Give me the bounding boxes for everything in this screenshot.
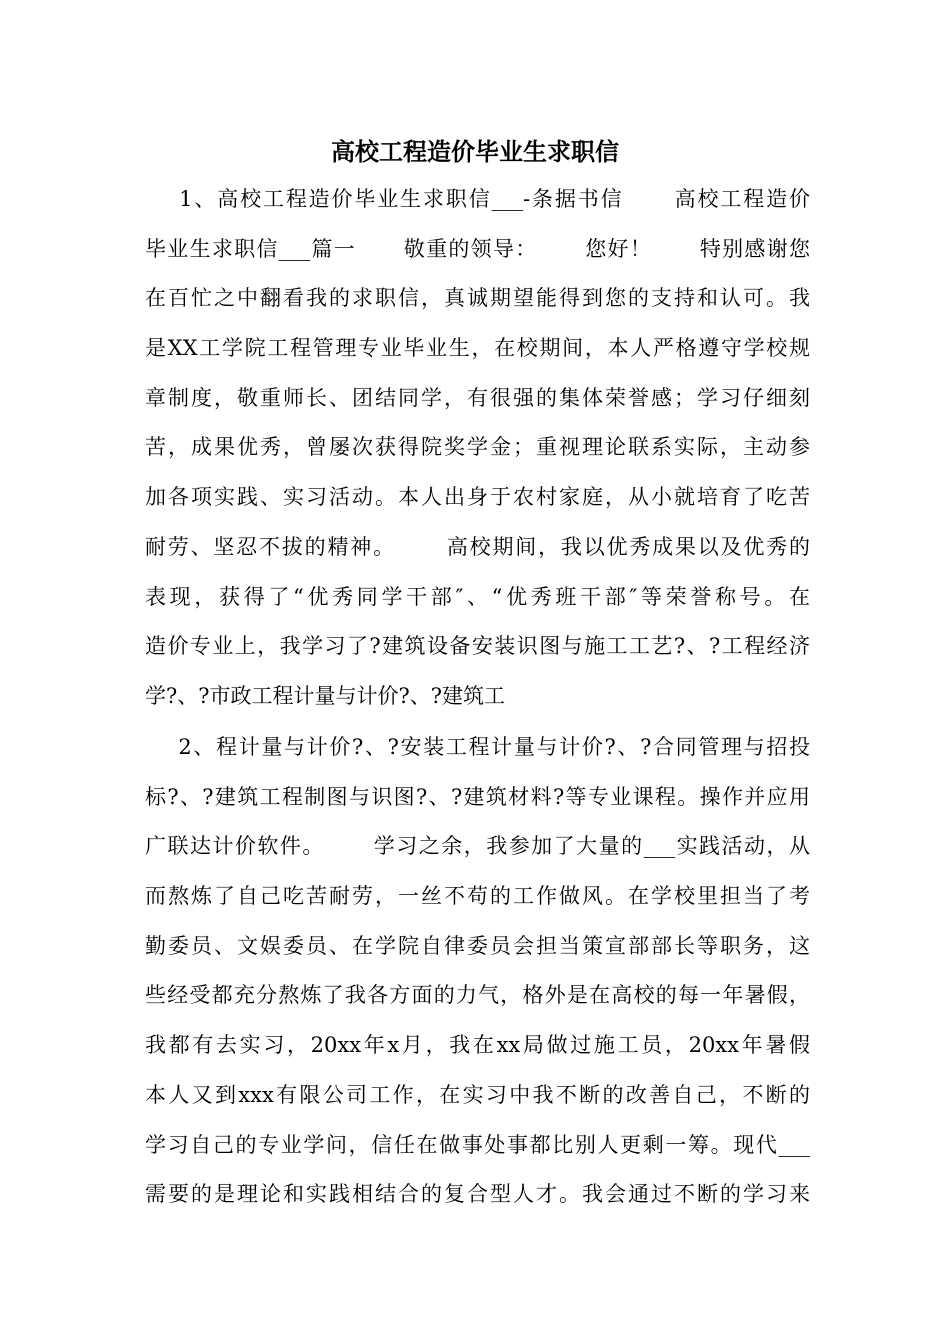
- text-line: 造价专业上，我学习了?建筑设备安装识图与施工工艺?、?工程经济: [145, 634, 810, 659]
- text-line: 在百忙之中翻看我的求职信，真诚期望能得到您的支持和认可。我: [145, 286, 810, 311]
- paragraph-1: [145, 175, 810, 722]
- text-line: 本人又到xxx有限公司工作，在实习中我不断的改善自己，不断的: [145, 1082, 810, 1107]
- text-line: 广联达计价软件。 学习之余，我参加了大量的___实践活动，从: [145, 834, 810, 859]
- text-line: 而熬炼了自己吃苦耐劳，一丝不苟的工作做风。在学校里担当了考: [145, 884, 810, 909]
- text-line: 苦，成果优秀，曾屡次获得院奖学金；重视理论联系实际，主动参: [145, 435, 810, 460]
- text-line: 我都有去实习，20xx年x月，我在xx局做过施工员，20xx年暑假: [145, 1033, 810, 1058]
- text-line: 些经受都充分熬炼了我各方面的力气，格外是在高校的每一年暑假，: [145, 983, 810, 1008]
- text-line: 耐劳、坚忍不拔的精神。 高校期间，我以优秀成果以及优秀的: [145, 534, 810, 559]
- text-line: 章制度，敬重师长、团结同学，有很强的集体荣誉感；学习仔细刻: [145, 385, 810, 410]
- text-line: 勤委员、文娱委员、在学院自律委员会担当策宣部部长等职务，这: [145, 933, 810, 958]
- text-line: 是XX工学院工程管理专业毕业生，在校期间，本人严格遵守学校规: [145, 336, 810, 361]
- paragraph-2: [145, 723, 810, 1220]
- text-line: 毕业生求职信___篇一 敬重的领导： 您好！ 特别感谢您: [145, 236, 810, 261]
- text-line: 加各项实践、实习活动。本人出身于农村家庭，从小就培育了吃苦: [145, 485, 810, 510]
- text-line: 表现，获得了“优秀同学干部″、“优秀班干部″等荣誉称号。在: [145, 584, 810, 609]
- text-line: 2、程计量与计价?、?安装工程计量与计价?、?合同管理与招投: [145, 735, 810, 759]
- document-title: 高校工程造价毕业生求职信: [331, 137, 619, 166]
- text-line: 学?、?市政工程计量与计价?、?建筑工: [145, 683, 506, 708]
- text-line: 1、高校工程造价毕业生求职信___-条据书信 高校工程造价: [145, 187, 810, 211]
- text-line: 学习自己的专业学问，信任在做事处事都比别人更剩一筹。现代___: [145, 1132, 810, 1157]
- text-line: 需要的是理论和实践相结合的复合型人才。我会通过不断的学习来: [145, 1182, 810, 1207]
- text-line: 标?、?建筑工程制图与识图?、?建筑材料?等专业课程。操作并应用: [145, 784, 810, 809]
